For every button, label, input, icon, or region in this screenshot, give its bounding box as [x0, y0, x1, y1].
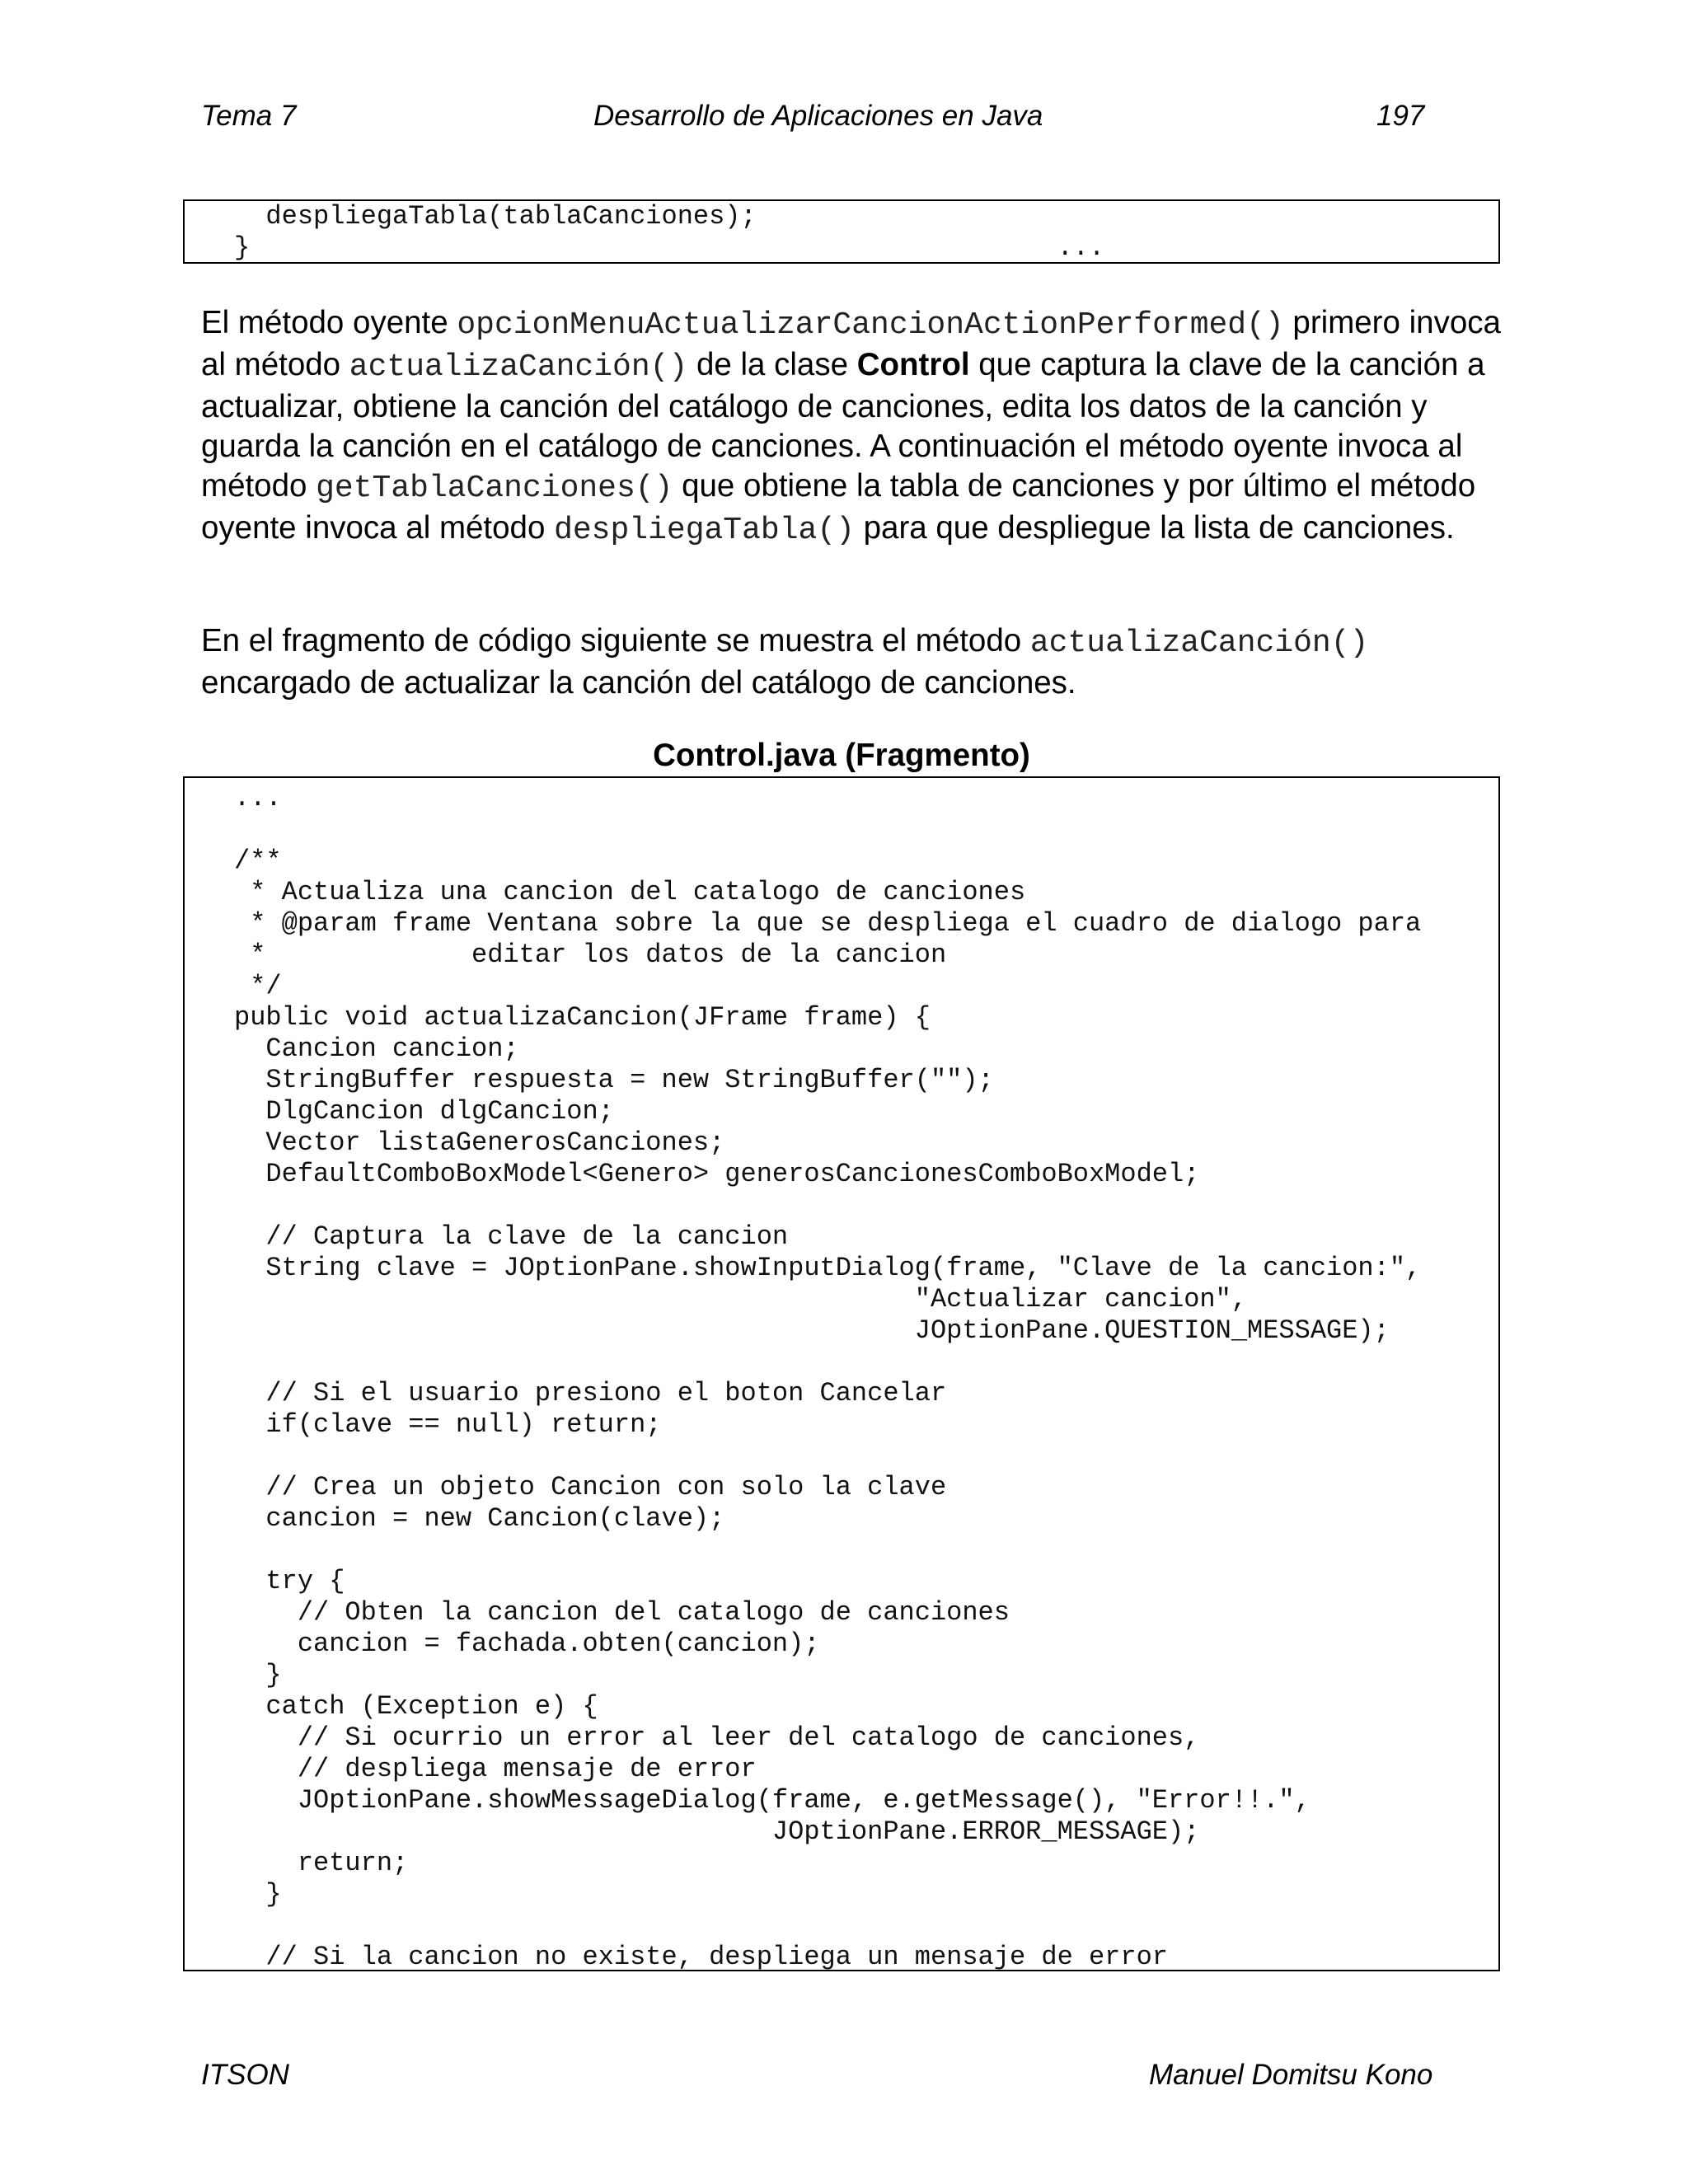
- header-chapter: Tema 7: [201, 100, 297, 132]
- p1-class-name: Control: [856, 347, 970, 382]
- paragraph-fragment-intro: [201, 621, 1503, 703]
- p2-text-1: En el fragmento de código siguiente se muestra el método: [201, 623, 1030, 658]
- p1-code-listener-method: opcionMenuActualizarCancionActionPerformed(): [457, 307, 1284, 343]
- code-main-text: ... /** * Actualiza una cancion del catalogo de canciones * @param frame Ventana sobre la que se despliega el cuadro de dialogo para * editar los datos de la cancion */ public void actualizaCancion(JFrame frame) { Cancion cancion; StringBuffer respuesta = new StringBuffer(""); DlgCancion dlgCancion; Vector listaGenerosCanciones; DefaultComboBoxModel<Genero> generosCancionesComboBoxModel; // Captura la clave de la cancion String clave = JOptionPane.showInputDialog(frame, "Clave de la cancion:", "Actualizar cancion", JOptionPane.QUESTION_MESSAGE); // Si el usuario presiono el boton Cancelar if(clave == null) return; // Crea un objeto Cancion con solo la clave cancion = new Cancion(clave); try { // Obten la cancion del catalogo de canciones cancion = fachada.obten(cancion); } catch (Exception e) { // Si ocurrio un error al leer del catalogo de canciones, // despliega mensaje de error JOptionPane.showMessageDialog(frame, e.getMessage(), "Error!!.", JOptionPane.ERROR_MESSAGE); return; } // Si la cancion no existe, despliega un mensaje de error: [234, 783, 1422, 1971]
- p1-code-get-table-method: getTablaCanciones(): [316, 471, 673, 506]
- p1-text-2: primero invoca al método: [201, 305, 1501, 382]
- p1-text-6: para que despliegue la lista de canciones.: [854, 510, 1455, 546]
- footer-institution: ITSON: [201, 2059, 289, 2091]
- page-number: 197: [1376, 100, 1425, 132]
- p2-code-update-method: actualizaCanción(): [1029, 626, 1369, 661]
- p1-text-3: de la clase: [687, 347, 857, 382]
- p1-code-display-table-method: despliegaTabla(): [554, 513, 855, 548]
- paragraph-listener-description: [201, 303, 1503, 551]
- p1-text-5: que obtiene la tabla de canciones y por último el método oyente invoca al método: [201, 468, 1476, 546]
- p1-text-1: El método oyente: [201, 305, 457, 340]
- p2-text-2: encargado de actualizar la canción del catálogo de canciones.: [201, 665, 1076, 701]
- code-block-main: [183, 776, 1500, 1971]
- header-book-title: Desarrollo de Aplicaciones en Java: [593, 100, 1043, 132]
- p1-code-update-method: actualizaCanción(): [349, 349, 688, 385]
- footer-author: Manuel Domitsu Kono: [1149, 2059, 1433, 2091]
- code-top-text: despliegaTabla(tablaCanciones); } ...: [234, 201, 1105, 263]
- code-caption: Control.java (Fragmento): [653, 738, 1030, 773]
- p1-text-4: que captura la clave de la canción a actualizar, obtiene la canción del catálogo de canciones, edita los datos de la canción y guarda la canción en el catálogo de canciones. A continuación el método oyente invoca al método: [201, 347, 1485, 504]
- code-block-top: [183, 199, 1500, 264]
